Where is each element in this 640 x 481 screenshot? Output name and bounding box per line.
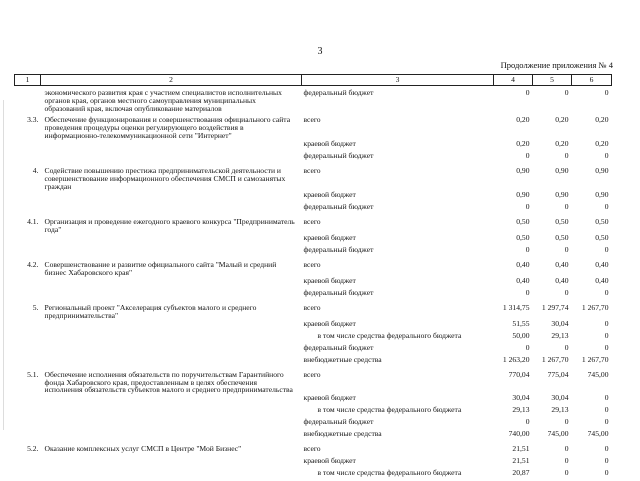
value-col-6: 0 [572,246,612,258]
funding-source: всего [302,368,494,395]
item-name [41,191,302,203]
value-col-5: 0 [533,203,572,215]
table-row [15,356,612,368]
item-number [15,356,41,368]
value-col-6: 0 [572,457,612,469]
value-col-5: 1 267,70 [533,356,572,368]
value-col-5: 0 [533,152,572,164]
value-col-5: 0 [533,442,572,457]
funding-source: федеральный бюджет [302,344,494,356]
funding-source: краевой бюджет [302,191,494,203]
item-name [41,430,302,442]
item-number [15,277,41,289]
value-col-4: 0,20 [494,140,533,152]
value-col-5: 0 [533,246,572,258]
value-col-6: 0,20 [572,140,612,152]
value-col-5: 0,40 [533,277,572,289]
item-number: 5.1. [15,368,41,395]
value-col-4: 20,87 [494,469,533,481]
funding-source: внебюджетные средства [302,430,494,442]
value-col-4: 30,04 [494,394,533,406]
item-name [41,203,302,215]
item-number [15,203,41,215]
value-col-6: 0 [572,289,612,301]
table-row [15,289,612,301]
item-name [41,344,302,356]
item-number [15,344,41,356]
item-name: Обеспечение функционирования и совершенствования официального сайта проведения процедуры оценки регулирующего воздействия в информационно-телекоммуникационной сети "Интернет" [41,113,302,140]
item-number [15,246,41,258]
table-row [15,152,612,164]
item-number [15,152,41,164]
item-name: Совершенствование и развитие официального сайта "Малый и средний бизнес Хабаровского края" [41,258,302,277]
item-number [15,320,41,332]
table-row [15,368,612,395]
funding-source: федеральный бюджет [302,86,494,113]
item-number: 3.3. [15,113,41,140]
item-name: Региональный проект "Акселерация субъектов малого и среднего предпринимательства" [41,301,302,320]
value-col-6: 1 267,70 [572,356,612,368]
item-name [41,332,302,344]
table-row [15,215,612,234]
value-col-4: 0,20 [494,113,533,140]
value-col-6: 0 [572,203,612,215]
funding-source: внебюджетные средства [302,356,494,368]
value-col-6: 0 [572,394,612,406]
value-col-6: 0 [572,344,612,356]
value-col-6: 745,00 [572,430,612,442]
value-col-6: 0,40 [572,277,612,289]
table-row [15,469,612,481]
item-name [41,394,302,406]
funding-source: всего [302,442,494,457]
value-col-4: 29,13 [494,406,533,418]
value-col-5: 0,50 [533,215,572,234]
value-col-4: 0 [494,246,533,258]
table-row [15,191,612,203]
value-col-5: 0 [533,418,572,430]
value-col-5: 30,04 [533,320,572,332]
value-col-5: 1 297,74 [533,301,572,320]
value-col-5: 0,50 [533,234,572,246]
item-number [15,289,41,301]
value-col-6: 0 [572,86,612,113]
item-name: Организация и проведение ежегодного краевого конкурса "Предприниматель года" [41,215,302,234]
funding-source: всего [302,301,494,320]
item-name: экономического развития края с участием специалистов исполнительных органов края, органов местного самоуправления муниципальных образований края, включая опубликование материалов [41,86,302,113]
value-col-5: 745,00 [533,430,572,442]
item-number [15,86,41,113]
value-col-4: 0 [494,86,533,113]
value-col-4: 0 [494,418,533,430]
table-row [15,301,612,320]
table-row [15,164,612,191]
table-row [15,113,612,140]
value-col-6: 0 [572,152,612,164]
table-body [15,86,612,481]
funding-source: федеральный бюджет [302,289,494,301]
item-number: 5. [15,301,41,320]
value-col-5: 0,90 [533,164,572,191]
value-col-4: 1 263,20 [494,356,533,368]
value-col-6: 0 [572,469,612,481]
appendix-note: Продолжение приложения № 4 [501,60,613,70]
funding-source: краевой бюджет [302,140,494,152]
funding-source: краевой бюджет [302,234,494,246]
item-name: Оказание комплексных услуг СМСП в Центре "Мой Бизнес" [41,442,302,457]
item-name [41,140,302,152]
item-number [15,234,41,246]
item-name [41,289,302,301]
item-number [15,332,41,344]
value-col-6: 0 [572,320,612,332]
table-row [15,332,612,344]
item-name [41,320,302,332]
value-col-4: 1 314,75 [494,301,533,320]
value-col-5: 29,13 [533,332,572,344]
table-row [15,442,612,457]
item-name [41,277,302,289]
table-row [15,457,612,469]
value-col-6: 0 [572,442,612,457]
item-number [15,418,41,430]
value-col-5: 0,90 [533,191,572,203]
value-col-4: 0 [494,344,533,356]
funding-source: краевой бюджет [302,320,494,332]
item-number: 4. [15,164,41,191]
item-name [41,469,302,481]
value-col-4: 21,51 [494,457,533,469]
value-col-4: 0 [494,203,533,215]
value-col-5: 30,04 [533,394,572,406]
value-col-4: 0 [494,152,533,164]
funding-source: в том числе средства федерального бюджета [302,469,494,481]
page-number: 3 [0,46,640,57]
value-col-6: 0 [572,406,612,418]
table-row [15,246,612,258]
value-col-6: 0,50 [572,215,612,234]
value-col-5: 775,04 [533,368,572,395]
table-row [15,344,612,356]
funding-source: краевой бюджет [302,394,494,406]
value-col-4: 21,51 [494,442,533,457]
item-number [15,140,41,152]
item-name [41,152,302,164]
header-col-5: 5 [533,75,572,86]
value-col-4: 0 [494,289,533,301]
header-col-2: 2 [41,75,302,86]
funding-source: всего [302,164,494,191]
table-row [15,277,612,289]
value-col-6: 0,90 [572,191,612,203]
funding-source: всего [302,215,494,234]
value-col-5: 0,20 [533,113,572,140]
header-col-3: 3 [302,75,494,86]
item-name [41,246,302,258]
value-col-4: 740,00 [494,430,533,442]
item-number: 5.2. [15,442,41,457]
funding-source: краевой бюджет [302,457,494,469]
table-row [15,86,612,113]
funding-source: всего [302,258,494,277]
value-col-4: 50,00 [494,332,533,344]
value-col-5: 0,20 [533,140,572,152]
value-col-5: 0 [533,344,572,356]
item-number [15,430,41,442]
value-col-4: 0,50 [494,234,533,246]
table-row [15,258,612,277]
funding-source: всего [302,113,494,140]
value-col-6: 0,90 [572,164,612,191]
value-col-6: 745,00 [572,368,612,395]
value-col-6: 0,20 [572,113,612,140]
header-col-1: 1 [15,75,41,86]
scan-edge [3,100,4,430]
item-name [41,234,302,246]
item-number [15,406,41,418]
value-col-6: 1 267,70 [572,301,612,320]
item-number [15,191,41,203]
table-row [15,234,612,246]
item-name [41,356,302,368]
funding-source: краевой бюджет [302,277,494,289]
table-row [15,203,612,215]
value-col-5: 0 [533,289,572,301]
table-header-row [15,75,612,86]
item-name [41,406,302,418]
item-name [41,457,302,469]
item-name: Содействие повышению престижа предпринимательской деятельности и совершенствование информационного обеспечения СМСП и самозанятых граждан [41,164,302,191]
value-col-6: 0,50 [572,234,612,246]
value-col-4: 0,40 [494,258,533,277]
funding-source: федеральный бюджет [302,246,494,258]
funding-source: федеральный бюджет [302,152,494,164]
value-col-5: 0 [533,457,572,469]
value-col-4: 51,55 [494,320,533,332]
funding-source: в том числе средства федерального бюджета [302,406,494,418]
item-number: 4.1. [15,215,41,234]
value-col-5: 0,40 [533,258,572,277]
item-number [15,457,41,469]
value-col-6: 0,40 [572,258,612,277]
value-col-5: 0 [533,86,572,113]
funding-source: федеральный бюджет [302,418,494,430]
value-col-4: 770,04 [494,368,533,395]
funding-source: федеральный бюджет [302,203,494,215]
value-col-6: 0 [572,418,612,430]
table-row [15,320,612,332]
table-row [15,140,612,152]
item-name: Обеспечение исполнения обязательств по поручительствам Гарантийного фонда Хабаровского края, предоставленным в целях обеспечения исполнения обязательств субъектов малого и среднего предпринимательства [41,368,302,395]
item-number [15,469,41,481]
item-name [41,418,302,430]
value-col-6: 0 [572,332,612,344]
funding-table [14,74,612,481]
value-col-4: 0,40 [494,277,533,289]
value-col-4: 0,90 [494,164,533,191]
value-col-4: 0,90 [494,191,533,203]
header-col-4: 4 [494,75,533,86]
value-col-4: 0,50 [494,215,533,234]
value-col-5: 29,13 [533,406,572,418]
item-number: 4.2. [15,258,41,277]
header-col-6: 6 [572,75,612,86]
value-col-5: 0 [533,469,572,481]
funding-source: в том числе средства федерального бюджета [302,332,494,344]
table-row [15,430,612,442]
item-number [15,394,41,406]
